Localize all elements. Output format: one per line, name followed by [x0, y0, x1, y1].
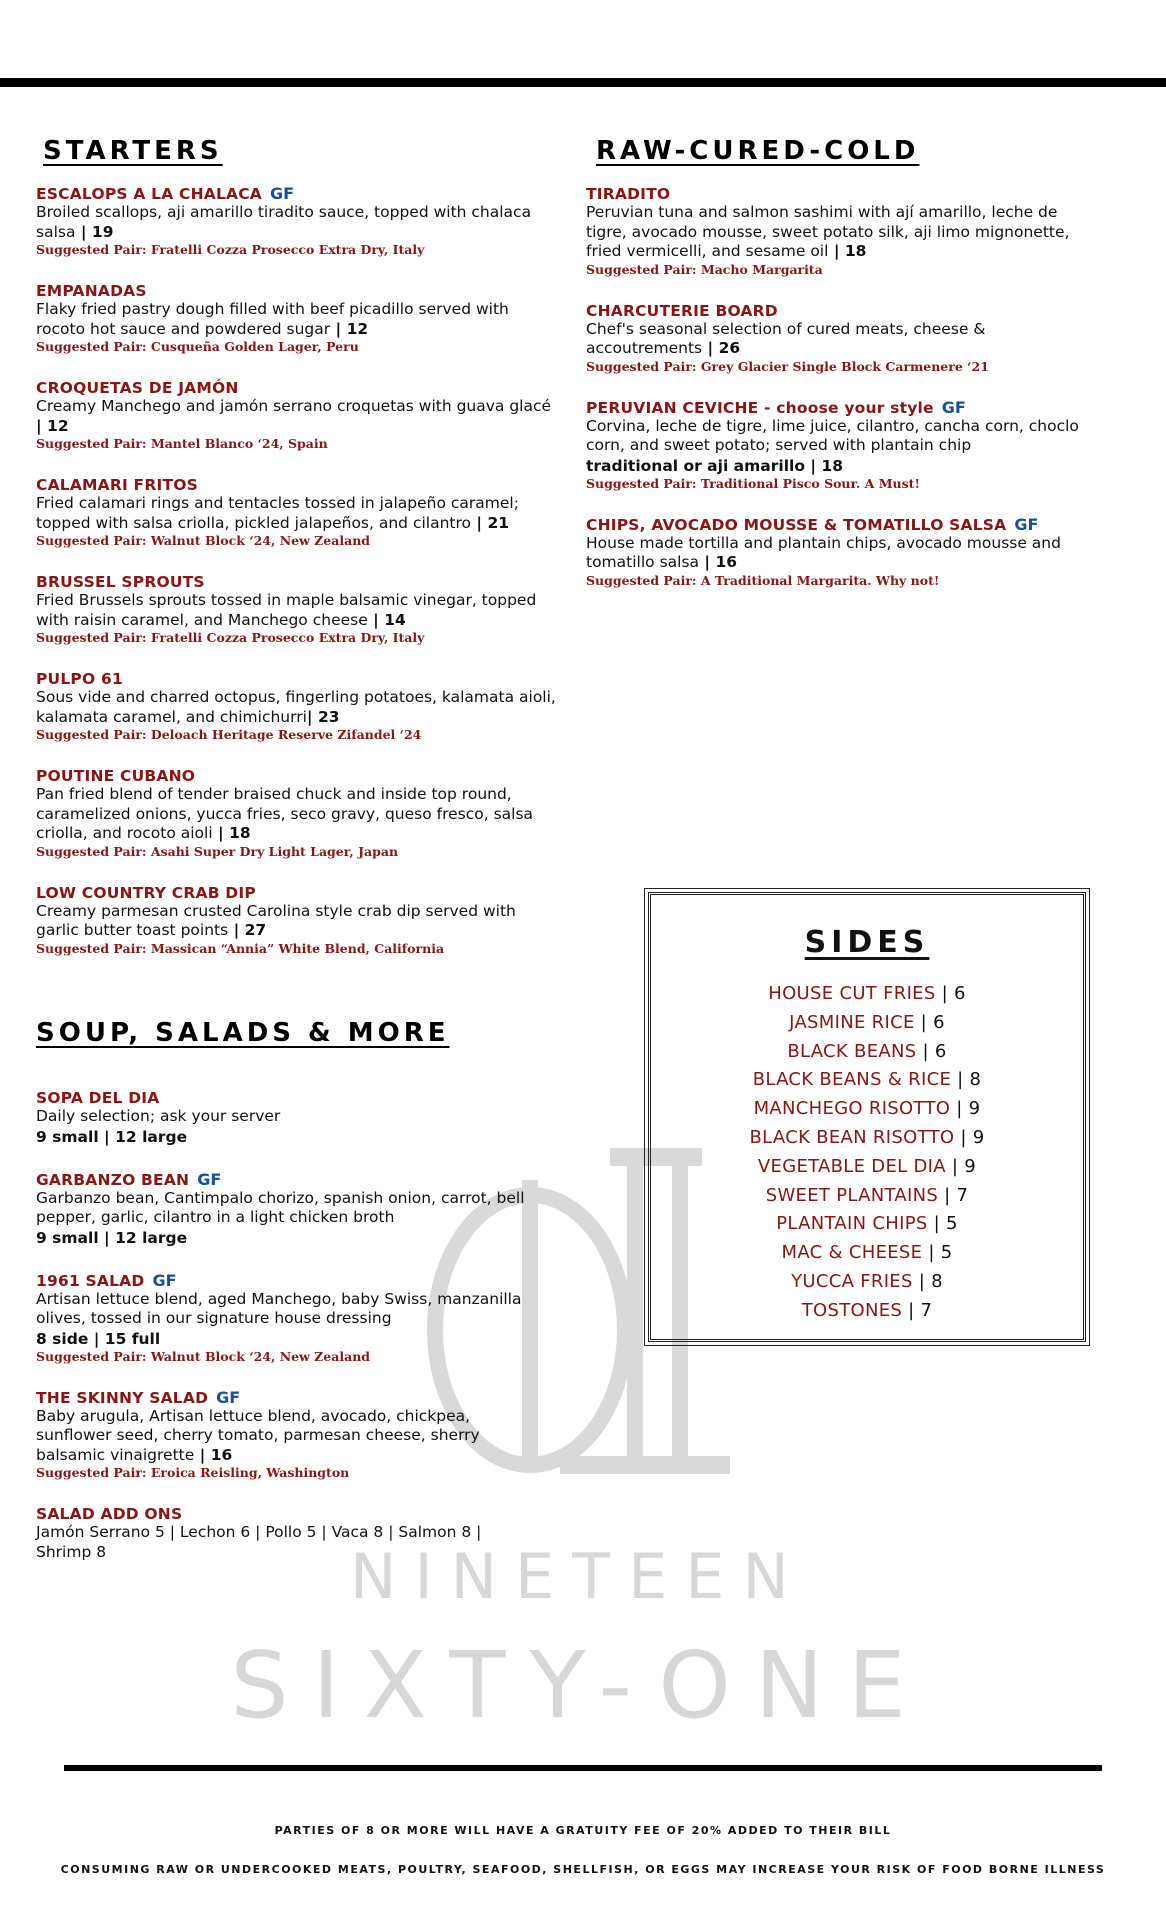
- menu-item: [586, 184, 1086, 278]
- side-item: [651, 1153, 1083, 1182]
- menu-item-price: | 18: [828, 242, 867, 260]
- menu-item-portion-price: traditional or aji amarillo | 18: [586, 456, 843, 475]
- side-item-price: | 6: [935, 983, 966, 1004]
- menu-item: [36, 281, 556, 355]
- sides-title: SIDES: [804, 925, 930, 960]
- menu-item: [586, 301, 1086, 375]
- menu-item-description: [586, 417, 1086, 456]
- suggested-pair: Suggested Pair: Massican “Annia” White Blend, California: [36, 940, 445, 956]
- menu-item-price: | 16: [194, 1445, 233, 1464]
- top-rule: [0, 78, 1166, 87]
- menu-item-description-text: Daily selection; ask your server: [36, 1107, 281, 1125]
- menu-item-description: [36, 1523, 536, 1562]
- menu-item-name: TIRADITO: [586, 185, 671, 203]
- side-item: [651, 1210, 1083, 1239]
- menu-item: [36, 378, 556, 452]
- side-item-price: | 6: [916, 1040, 947, 1062]
- menu-item-name: ESCALOPS A LA CHALACA: [36, 185, 262, 203]
- menu-item-header: [36, 883, 556, 902]
- menu-item-description: [36, 1290, 536, 1329]
- side-item-price: | 8: [951, 1069, 982, 1091]
- menu-item-description-text: Baby arugula, Artisan lettuce blend, avocado, chickpea, sunflower seed, cherry tomato, parmesan cheese, sherry balsamic vinaigrette: [36, 1406, 480, 1464]
- side-item-name: BLACK BEANS & RICE: [752, 1069, 952, 1091]
- menu-item-name: SALAD ADD ONS: [36, 1505, 183, 1523]
- menu-item-description: [36, 300, 556, 339]
- side-item-price: | 8: [912, 1270, 943, 1292]
- soup-salads-section: [36, 1018, 536, 1585]
- menu-item-portion-price: 8 side | 15 full: [36, 1329, 161, 1348]
- bottom-rule: [64, 1765, 1102, 1771]
- menu-item: [36, 1388, 536, 1482]
- menu-item: [36, 1504, 536, 1562]
- starters-title: STARTERS: [43, 136, 223, 166]
- menu-item-description-text: Jamón Serrano 5 | Lechon 6 | Pollo 5 | Vaca 8 | Salmon 8 | Shrimp 8: [36, 1523, 482, 1561]
- menu-item-description-text: Fried calamari rings and tentacles tossed in jalapeño caramel; topped with salsa criolla, pickled jalapeños, and cilantro: [36, 494, 519, 532]
- menu-item-price: | 18: [212, 824, 251, 842]
- suggested-pair: Suggested Pair: Macho Margarita: [586, 261, 823, 277]
- suggested-pair: Suggested Pair: Mantel Blanco ‘24, Spain: [36, 436, 328, 451]
- menu-item: [36, 572, 556, 646]
- side-item-price: | 9: [954, 1126, 985, 1148]
- suggested-pair: Suggested Pair: Walnut Block ‘24, New Zealand: [36, 1348, 371, 1364]
- menu-item-header: [36, 766, 556, 785]
- side-item: [651, 980, 1083, 1009]
- gluten-free-badge: GF: [270, 184, 295, 203]
- menu-item-price: | 12: [36, 416, 69, 435]
- menu-item-price: | 21: [471, 513, 510, 532]
- side-item: [651, 1066, 1083, 1095]
- side-item: [651, 1297, 1083, 1326]
- menu-item-description-text: Peruvian tuna and salmon sashimi with ají amarillo, leche de tigre, avocado mousse, sweet potato silk, aji limo mignonette, fried vermicelli, and sesame oil: [586, 203, 1070, 260]
- gluten-free-badge: GF: [152, 1270, 177, 1290]
- sides-list: [651, 980, 1083, 1326]
- suggested-pair: Suggested Pair: Walnut Block ‘24, New Zealand: [36, 533, 371, 548]
- menu-item-header: [36, 184, 556, 203]
- side-item-price: | 6: [914, 1011, 945, 1033]
- side-item-name: MANCHEGO RISOTTO: [753, 1098, 951, 1120]
- menu-item-price: | 16: [699, 553, 738, 571]
- menu-item-header: [36, 1170, 536, 1189]
- menu-item-price: | 19: [75, 222, 114, 241]
- menu-item-description-text: Creamy parmesan crusted Carolina style crab dip served with garlic butter toast points: [36, 901, 516, 939]
- gratuity-note: PARTIES OF 8 OR MORE WILL HAVE A GRATUITY FEE OF 20% ADDED TO THEIR BILL: [274, 1824, 892, 1837]
- menu-item-name: CHARCUTERIE BOARD: [586, 301, 778, 320]
- side-item: [651, 1038, 1083, 1067]
- menu-item-description: [586, 320, 1086, 359]
- raw-cured-cold-title: RAW-CURED-COLD: [596, 136, 920, 166]
- menu-item-description: [36, 1407, 536, 1466]
- menu-item: [36, 1170, 536, 1248]
- menu-item-price: | 12: [330, 319, 369, 338]
- side-item-name: VEGETABLE DEL DIA: [757, 1155, 946, 1177]
- menu-item-description: [586, 534, 1086, 573]
- menu-item-portion-price: 9 small | 12 large: [36, 1127, 188, 1146]
- side-item-name: BLACK BEAN RISOTTO: [749, 1126, 955, 1148]
- side-item-price: | 7: [938, 1184, 969, 1206]
- menu-item-header: [36, 1388, 536, 1407]
- side-item-name: PLANTAIN CHIPS: [776, 1213, 928, 1235]
- menu-item-header: [36, 1504, 536, 1523]
- food-safety-note: CONSUMING RAW OR UNDERCOOKED MEATS, POULTRY, SEAFOOD, SHELLFISH, OR EGGS MAY INCREASE YOUR RISK OF FOOD BORNE ILLNESS: [60, 1863, 1106, 1876]
- starters-section: [36, 136, 556, 980]
- menu-item-name: PERUVIAN CEVICHE - choose your style: [586, 398, 934, 417]
- side-item-name: MAC & CHEESE: [781, 1242, 923, 1264]
- menu-item-description: [36, 688, 556, 727]
- suggested-pair: Suggested Pair: Fratelli Cozza Prosecco Extra Dry, Italy: [36, 630, 425, 645]
- menu-item-description: [36, 785, 556, 844]
- menu-item-price: | 23: [306, 707, 340, 726]
- side-item: [651, 1182, 1083, 1211]
- menu-item-description-text: Sous vide and charred octopus, fingerling potatoes, kalamata aioli, kalamata caramel, and chimichurri: [36, 688, 556, 726]
- menu-item-price: | 26: [702, 339, 741, 357]
- suggested-pair: Suggested Pair: Deloach Heritage Reserve Zifandel ‘24: [36, 727, 422, 742]
- menu-item: [36, 475, 556, 549]
- menu-item-name: CHIPS, AVOCADO MOUSSE & TOMATILLO SALSA: [586, 515, 1007, 534]
- menu-item-description: [36, 494, 556, 533]
- menu-item-portion-price: 9 small | 12 large: [36, 1228, 188, 1247]
- menu-item-description: [36, 902, 556, 941]
- menu-item-description-text: House made tortilla and plantain chips, avocado mousse and tomatillo salsa: [586, 533, 1061, 571]
- menu-item-price: | 14: [367, 610, 406, 629]
- gluten-free-badge: GF: [197, 1169, 222, 1189]
- menu-item-description-text: Flaky fried pastry dough filled with beef picadillo served with rocoto hot sauce and powdered sugar: [36, 300, 509, 338]
- menu-item-name: CALAMARI FRITOS: [36, 476, 198, 494]
- menu-item: [36, 1088, 536, 1147]
- menu-item-description-text: Artisan lettuce blend, aged Manchego, baby Swiss, manzanilla olives, tossed in our signature house dressing: [36, 1289, 522, 1327]
- menu-item-name: EMPANADAS: [36, 282, 147, 300]
- menu-item-header: [36, 1088, 536, 1107]
- side-item: [651, 1268, 1083, 1297]
- menu-item-name: GARBANZO BEAN: [36, 1170, 190, 1189]
- menu-item-header: [586, 301, 1086, 320]
- menu-item-name: PULPO 61: [36, 670, 123, 688]
- soup-salads-title: SOUP, SALADS & MORE: [36, 1018, 450, 1048]
- menu-item-description-text: Creamy Manchego and jamón serrano croquetas with guava glacé: [36, 397, 552, 415]
- gluten-free-badge: GF: [216, 1387, 241, 1407]
- gluten-free-badge: GF: [941, 397, 966, 417]
- side-item-name: TOSTONES: [801, 1299, 903, 1321]
- menu-item-name: LOW COUNTRY CRAB DIP: [36, 883, 256, 902]
- side-item: [651, 1009, 1083, 1038]
- menu-item: [586, 515, 1086, 589]
- menu-item-description: [36, 1189, 536, 1228]
- menu-item-name: CROQUETAS DE JAMÓN: [36, 379, 239, 397]
- menu-item: [586, 398, 1086, 492]
- side-item-price: | 5: [922, 1242, 953, 1264]
- menu-item-header: [36, 669, 556, 688]
- side-item: [651, 1095, 1083, 1124]
- side-item-name: BLACK BEANS: [787, 1040, 917, 1062]
- raw-cured-cold-list: [586, 184, 1086, 589]
- side-item-name: SWEET PLANTAINS: [765, 1184, 939, 1206]
- soup-salads-list: [36, 1088, 536, 1562]
- menu-item-name: POUTINE CUBANO: [36, 767, 196, 785]
- menu-item: [36, 1271, 536, 1365]
- side-item: [651, 1124, 1083, 1153]
- suggested-pair: Suggested Pair: Fratelli Cozza Prosecco Extra Dry, Italy: [36, 242, 425, 257]
- menu-item-header: [586, 398, 1086, 417]
- menu-item-description-text: Corvina, leche de tigre, lime juice, cilantro, cancha corn, choclo corn, and sweet potato; served with plantain chip: [586, 416, 1079, 454]
- gluten-free-badge: GF: [1014, 514, 1039, 534]
- watermark-sixty-one: SIXTY-ONE: [230, 1632, 930, 1739]
- side-item-price: | 5: [927, 1213, 958, 1235]
- menu-item: [36, 883, 556, 957]
- menu-item-name: BRUSSEL SPROUTS: [36, 573, 205, 591]
- side-item-name: YUCCA FRIES: [791, 1270, 913, 1292]
- menu-item-header: [36, 572, 556, 591]
- side-item-price: | 7: [902, 1299, 933, 1321]
- menu-item-name: SOPA DEL DIA: [36, 1089, 160, 1107]
- suggested-pair: Suggested Pair: Eroica Reisling, Washington: [36, 1465, 350, 1480]
- menu-item-price: | 27: [228, 921, 267, 939]
- menu-item-header: [36, 281, 556, 300]
- suggested-pair: Suggested Pair: Grey Glacier Single Block Carmenere ‘21: [586, 358, 989, 374]
- menu-item-header: [586, 515, 1086, 534]
- watermark-nineteen: NINETEEN: [350, 1540, 807, 1613]
- menu-item: [36, 184, 556, 258]
- suggested-pair: Suggested Pair: A Traditional Margarita. Why not!: [586, 572, 940, 588]
- side-item-name: HOUSE CUT FRIES: [768, 983, 936, 1004]
- menu-item: [36, 766, 556, 860]
- sides-box: [648, 892, 1086, 1342]
- menu-item-name: THE SKINNY SALAD: [36, 1388, 209, 1407]
- menu-item: [36, 669, 556, 743]
- menu-item-description-text: Broiled scallops, aji amarillo tiradito sauce, topped with chalaca salsa: [36, 203, 532, 241]
- side-item-name: JASMINE RICE: [789, 1011, 915, 1033]
- menu-item-description-text: Pan fried blend of tender braised chuck and inside top round, caramelized onions, yucca fries, seco gravy, queso fresco, salsa criolla, and rocoto aioli: [36, 785, 534, 842]
- menu-item-header: [36, 378, 556, 397]
- menu-item-name: 1961 SALAD: [36, 1271, 145, 1290]
- raw-cured-cold-section: [586, 136, 1086, 612]
- starters-list: [36, 184, 556, 957]
- menu-item-description: [36, 203, 556, 242]
- menu-item-description: [36, 591, 556, 630]
- menu-item-header: [36, 475, 556, 494]
- menu-item-description-text: Chef's seasonal selection of cured meats, cheese & accoutrements: [586, 319, 986, 357]
- side-item-price: | 9: [945, 1155, 977, 1177]
- menu-item-description: [36, 1107, 536, 1127]
- menu-item-description-text: Fried Brussels sprouts tossed in maple balsamic vinegar, topped with raisin caramel, and Manchego cheese: [36, 591, 537, 629]
- menu-item-description: [586, 203, 1086, 262]
- suggested-pair: Suggested Pair: Asahi Super Dry Light Lager, Japan: [36, 843, 399, 859]
- side-item-price: | 9: [950, 1098, 981, 1120]
- suggested-pair: Suggested Pair: Cusqueña Golden Lager, Peru: [36, 339, 359, 354]
- menu-item-header: [36, 1271, 536, 1290]
- side-item: [651, 1239, 1083, 1268]
- suggested-pair: Suggested Pair: Traditional Pisco Sour. A Must!: [586, 475, 920, 491]
- menu-item-description-text: Garbanzo bean, Cantimpalo chorizo, spanish onion, carrot, bell pepper, garlic, cilantro in a light chicken broth: [36, 1188, 525, 1226]
- menu-item-description: [36, 397, 556, 436]
- menu-item-header: [586, 184, 1086, 203]
